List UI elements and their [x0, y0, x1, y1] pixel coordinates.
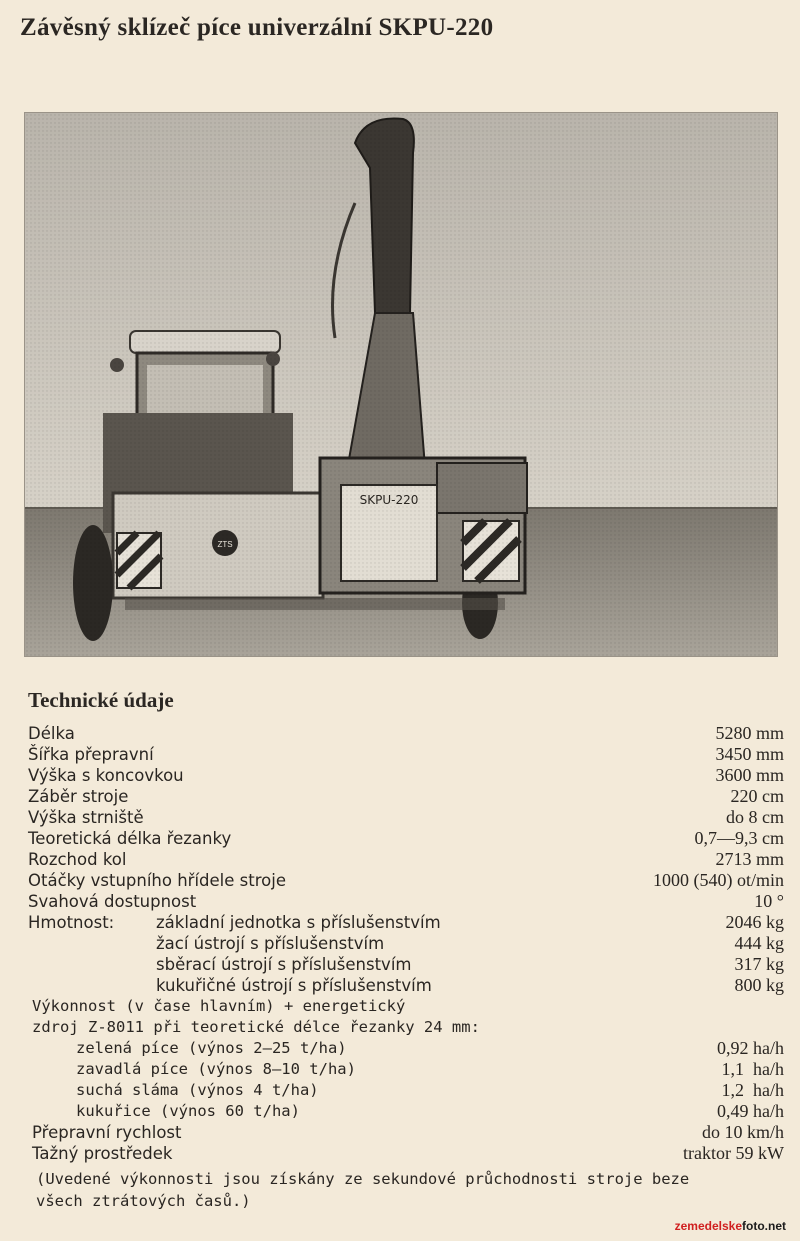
spec-value: 2713 mm: [715, 849, 784, 869]
spec-row-height: [0, 765, 800, 786]
spec-label: suchá sláma (výnos 4 t/ha): [76, 1081, 319, 1099]
spec-value: 3450 mm: [715, 744, 784, 764]
spec-value: 0,92 ha/h: [717, 1038, 784, 1058]
spec-row-perf-corn: [0, 1101, 800, 1122]
spec-row-slope: [0, 891, 800, 912]
spec-value: 1,1 ha/h: [721, 1059, 784, 1079]
spec-value: do 10 km/h: [701, 1122, 784, 1142]
spec-label: Výška s koncovkou: [28, 766, 184, 785]
spec-label: žací ústrojí s příslušenstvím: [156, 934, 385, 953]
spec-value: 1,2 ha/h: [721, 1080, 784, 1100]
spec-row-length: [0, 723, 800, 744]
spec-value: traktor 59 kW: [683, 1143, 784, 1163]
spec-row-pto-speed: [0, 870, 800, 891]
spec-row-perf-wilted: [0, 1059, 800, 1080]
spec-row-transport-speed: [0, 1122, 800, 1143]
spec-value: do 8 cm: [726, 807, 784, 827]
spec-row-perf-straw: [0, 1080, 800, 1101]
footnote-line1: (Uvedené výkonnosti jsou získány ze sekundové průchodnosti stroje beze: [36, 1170, 690, 1188]
spec-label: kukuřice (výnos 60 t/ha): [76, 1102, 300, 1120]
footnote-line2: všech ztrátových časů.): [36, 1192, 251, 1210]
spec-label: Délka: [28, 724, 75, 743]
spec-value: 0,7—9,3 cm: [694, 828, 784, 848]
spec-value: 800 kg: [734, 975, 784, 995]
watermark-brand: zemedelske: [674, 1219, 742, 1233]
spec-label: Výška strniště: [28, 808, 144, 827]
spec-value: 5280 mm: [715, 723, 784, 743]
photo-illustration: [25, 113, 778, 657]
spec-label: základní jednotka s příslušenstvím: [156, 913, 441, 932]
watermark: [675, 1219, 786, 1233]
spec-value: 0,49 ha/h: [717, 1101, 784, 1121]
performance-intro-line2: zdroj Z-8011 při teoretické délce řezanky 24 mm:: [32, 1018, 480, 1036]
spec-value: 220 cm: [730, 786, 784, 806]
page-title: Závěsný sklízeč píce univerzální SKPU-220: [20, 14, 494, 41]
weight-label: Hmotnost:: [28, 913, 115, 932]
footnote: [36, 1168, 796, 1212]
spec-row-tractor: [0, 1143, 800, 1164]
spec-label: kukuřičné ústrojí s příslušenstvím: [156, 976, 432, 995]
spec-value: 2046 kg: [725, 912, 784, 932]
spec-value: 10 °: [754, 891, 784, 911]
spec-row-working-width: [0, 786, 800, 807]
spec-value: 3600 mm: [715, 765, 784, 785]
spec-row-weight-mower: [0, 933, 800, 954]
spec-label: zavadlá píce (výnos 8—10 t/ha): [76, 1060, 356, 1078]
spec-row-track-width: [0, 849, 800, 870]
spec-value: 1000 (540) ot/min: [653, 870, 784, 890]
machine-photo: [24, 112, 778, 657]
spec-label: Šířka přepravní: [28, 745, 154, 764]
spec-value: 444 kg: [734, 933, 784, 953]
spec-label: zelená píce (výnos 2—25 t/ha): [76, 1039, 347, 1057]
spec-label: sběrací ústrojí s příslušenstvím: [156, 955, 412, 974]
spec-label: Tažný prostředek: [32, 1144, 173, 1163]
spec-label: Záběr stroje: [28, 787, 129, 806]
spec-row-weight-base: [0, 912, 800, 933]
spec-row-weight-corn: [0, 975, 800, 996]
spec-row-chop-length: [0, 828, 800, 849]
spec-label: Rozchod kol: [28, 850, 127, 869]
spec-row-stubble-height: [0, 807, 800, 828]
specs-heading: Technické údaje: [28, 688, 174, 712]
performance-intro-line1: Výkonnost (v čase hlavním) + energetický: [32, 997, 406, 1015]
spec-label: Teoretická délka řezanky: [28, 829, 232, 848]
spec-row-perf-green: [0, 1038, 800, 1059]
spec-label: Svahová dostupnost: [28, 892, 197, 911]
spec-label: Otáčky vstupního hřídele stroje: [28, 871, 286, 890]
spec-row-transport-width: [0, 744, 800, 765]
watermark-domain: foto.net: [742, 1219, 786, 1233]
spec-label: Přepravní rychlost: [32, 1123, 182, 1142]
spec-row-weight-pickup: [0, 954, 800, 975]
spec-value: 317 kg: [734, 954, 784, 974]
